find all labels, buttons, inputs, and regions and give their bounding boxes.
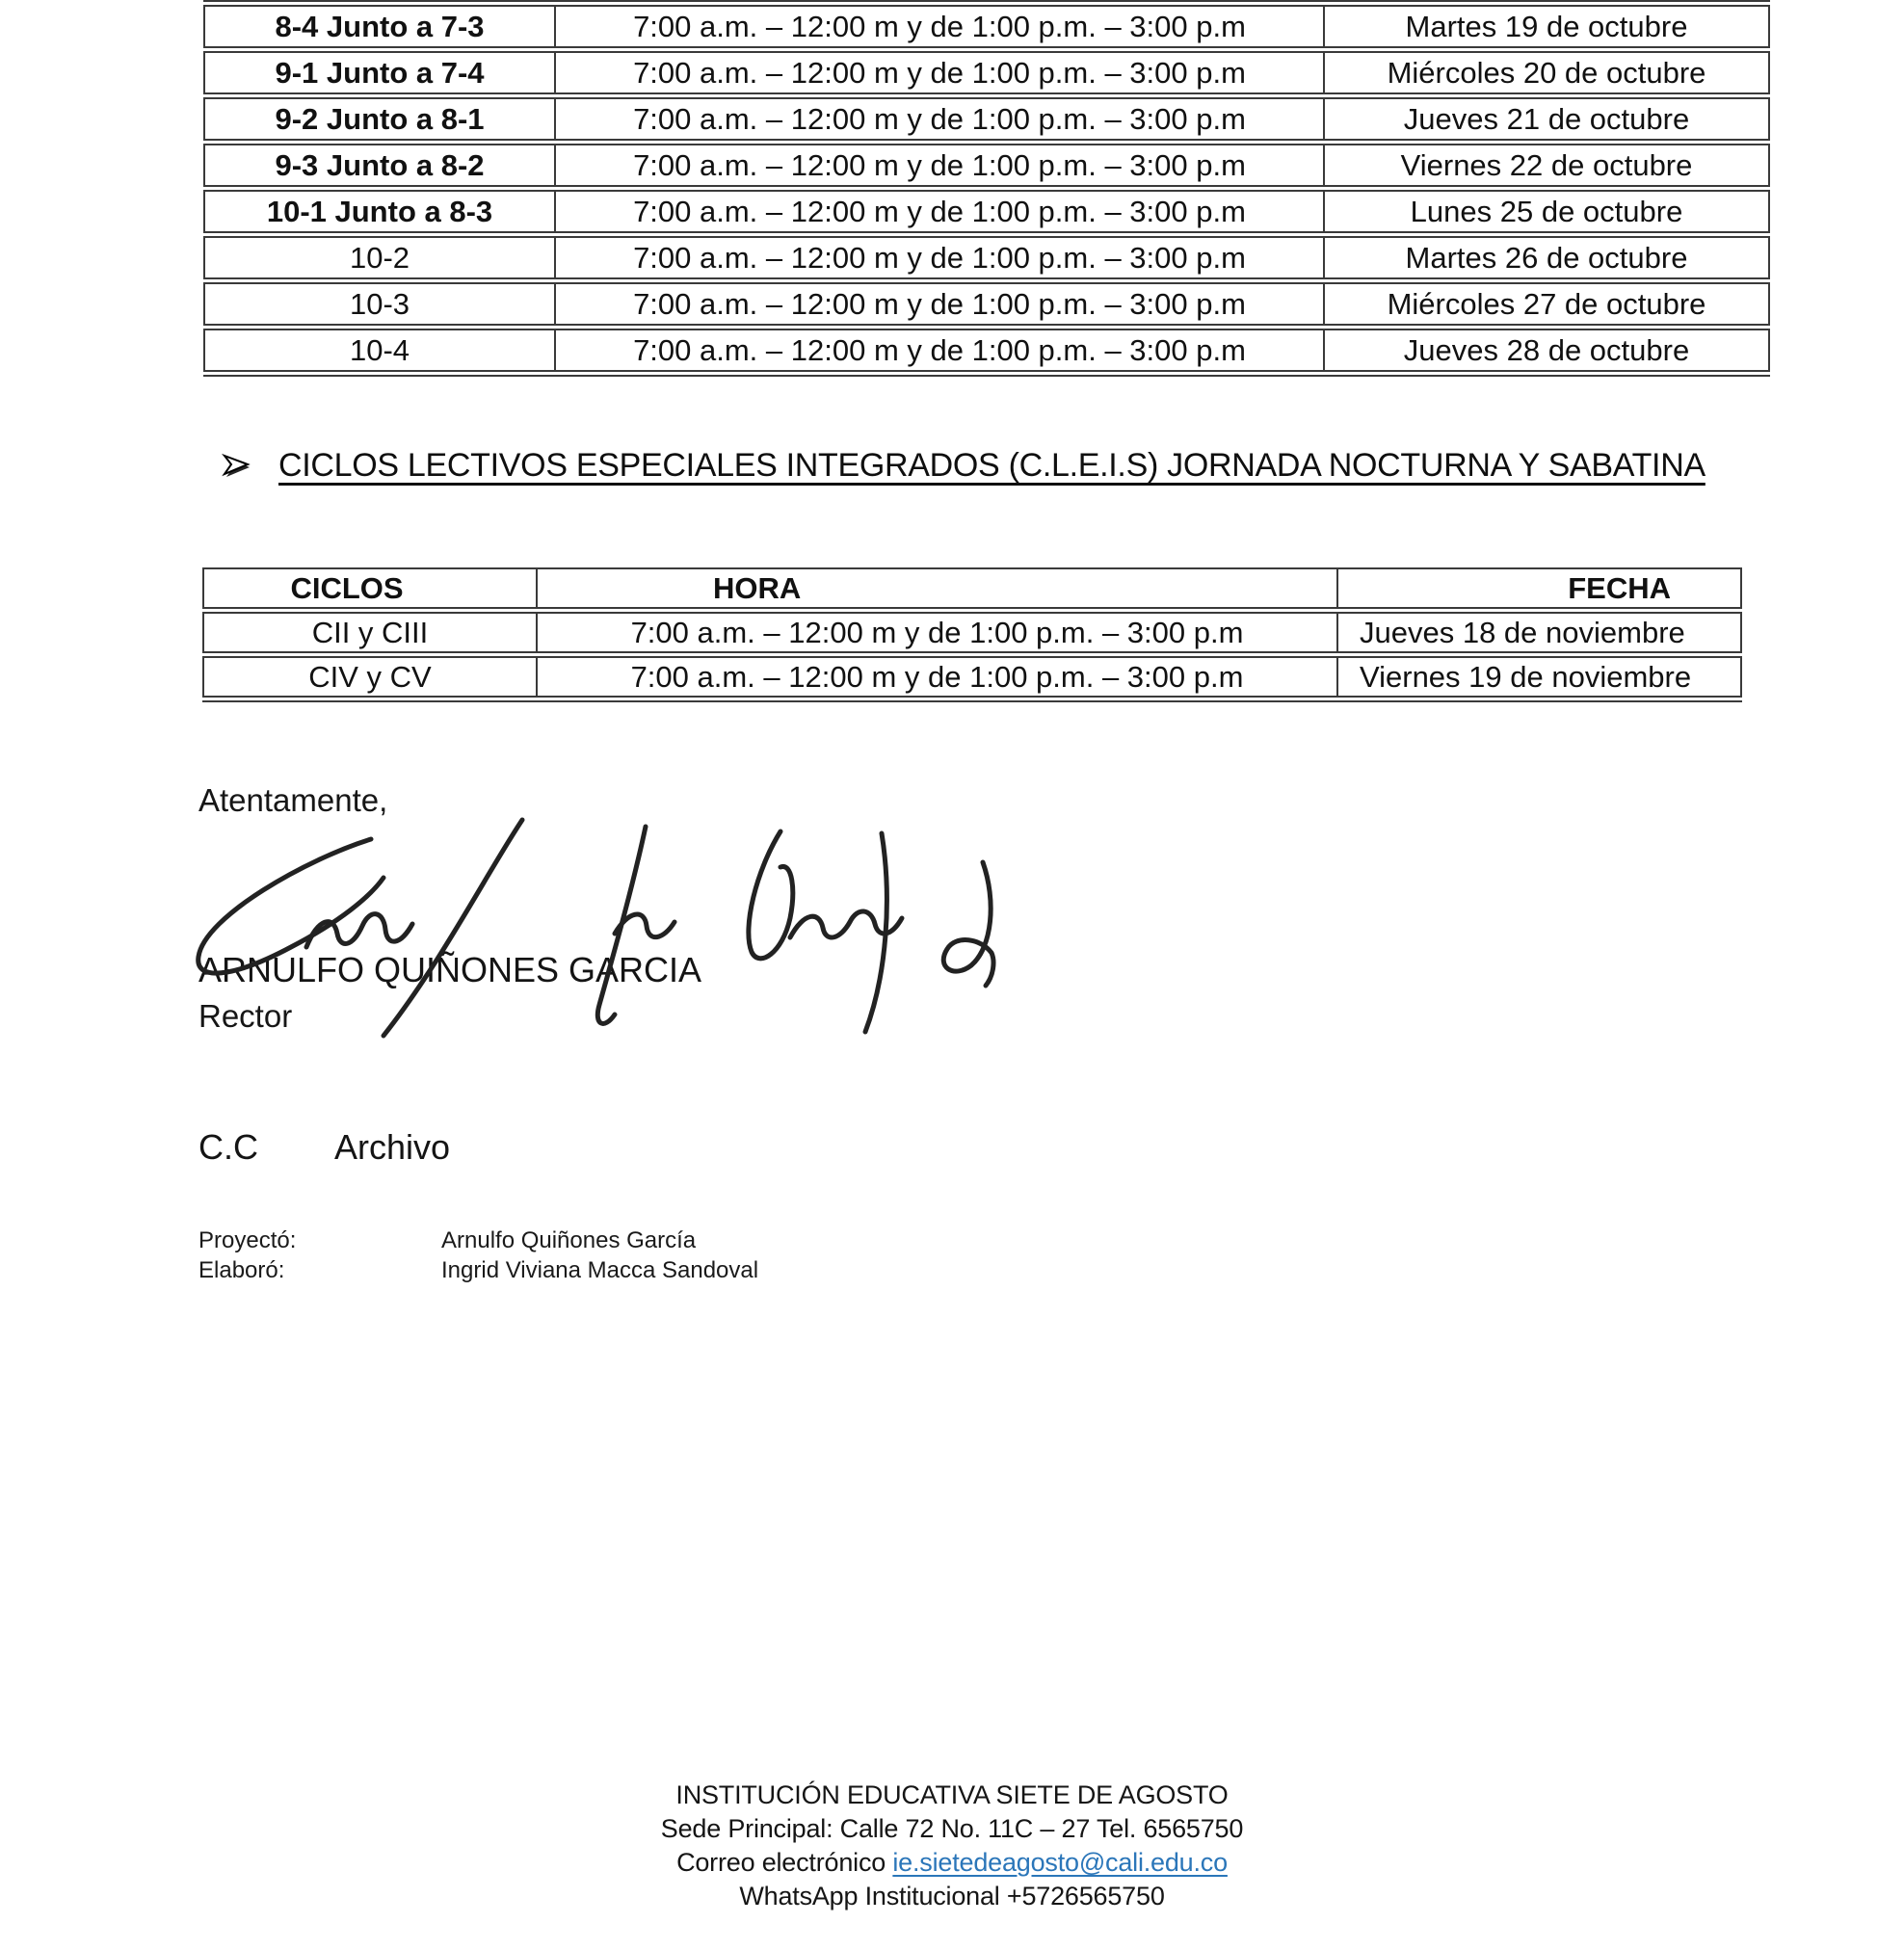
table-row	[203, 190, 1770, 233]
signer-name: ARNULFO QUIÑONES GARCIA	[198, 950, 702, 989]
cleis-schedule-table	[202, 567, 1742, 702]
credit-row	[198, 1255, 758, 1285]
fecha-cell: Miércoles 20 de octubre	[1387, 56, 1706, 90]
table-row	[203, 236, 1770, 279]
fecha-cell: Miércoles 27 de octubre	[1387, 287, 1706, 321]
section-heading-text: CICLOS LECTIVOS ESPECIALES INTEGRADOS (C.L.E.I.S) JORNADA NOCTURNA Y SABATINA	[278, 447, 1706, 484]
cc-value: Archivo	[334, 1127, 451, 1167]
group-cell: 10-4	[349, 333, 410, 367]
footer-email-prefix: Correo electrónico	[676, 1848, 893, 1877]
hora-cell: 7:00 a.m. – 12:00 m y de 1:00 p.m. – 3:00 p.m	[554, 192, 1325, 231]
footer-address: Sede Principal: Calle 72 No. 11C – 27 Tel. 6565750	[660, 1814, 1244, 1843]
section-heading	[221, 447, 1706, 485]
credit-label: Elaboró:	[198, 1257, 285, 1283]
credit-row	[198, 1225, 758, 1255]
credits-block	[198, 1225, 758, 1285]
hora-cell: 7:00 a.m. – 12:00 m y de 1:00 p.m. – 3:00 p.m	[554, 53, 1325, 92]
footer-institution-name: INSTITUCIÓN EDUCATIVA SIETE DE AGOSTO	[675, 1780, 1229, 1809]
hora-cell: 7:00 a.m. – 12:00 m y de 1:00 p.m. – 3:00 p.m	[554, 145, 1325, 185]
hora-cell: 7:00 a.m. – 12:00 m y de 1:00 p.m. – 3:00 p.m	[554, 99, 1325, 139]
table-row	[203, 5, 1770, 48]
ciclos-cell: CIV y CV	[308, 660, 432, 694]
fecha-cell: Lunes 25 de octubre	[1410, 195, 1683, 228]
cc-line	[198, 1127, 450, 1168]
email-link[interactable]: ie.sietedeagosto@cali.edu.co	[892, 1848, 1228, 1877]
group-cell: 9-1 Junto a 7-4	[275, 56, 485, 90]
hora-cell: 7:00 a.m. – 12:00 m y de 1:00 p.m. – 3:00 p.m	[554, 238, 1325, 277]
hora-cell: 7:00 a.m. – 12:00 m y de 1:00 p.m. – 3:00 p.m	[554, 284, 1325, 324]
group-cell: 9-2 Junto a 8-1	[275, 102, 485, 136]
hora-header-cell: HORA	[536, 569, 1338, 607]
group-cell: 9-3 Junto a 8-2	[275, 148, 485, 182]
table-row-cutoff	[203, 0, 1770, 2]
footer	[0, 1779, 1904, 1913]
table-row	[203, 97, 1770, 141]
group-cell: 10-3	[349, 287, 410, 321]
fecha-cell: Jueves 21 de octubre	[1403, 102, 1690, 136]
fecha-cell: Viernes 22 de octubre	[1400, 148, 1693, 182]
table-row	[203, 51, 1770, 94]
credit-value: Ingrid Viviana Macca Sandoval	[441, 1257, 759, 1283]
signer-title: Rector	[198, 998, 293, 1034]
fecha-cell: Jueves 28 de octubre	[1403, 333, 1690, 367]
group-cell: 10-2	[349, 241, 410, 275]
ciclos-header-cell: CICLOS	[290, 571, 404, 605]
table-row	[202, 656, 1742, 698]
fecha-header-cell: FECHA	[1568, 571, 1671, 605]
signature-image	[164, 803, 1079, 1063]
fecha-cell: Martes 19 de octubre	[1405, 10, 1688, 43]
group-cell: 10-1 Junto a 8-3	[266, 195, 493, 228]
table-row	[202, 612, 1742, 653]
table-row	[203, 144, 1770, 187]
hora-cell: 7:00 a.m. – 12:00 m y de 1:00 p.m. – 3:00 p.m	[536, 614, 1338, 651]
footer-email-line	[0, 1846, 1904, 1880]
closing-salutation: Atentamente,	[198, 782, 388, 818]
ciclos-cell: CII y CIII	[311, 616, 429, 649]
grade-schedule-table	[203, 0, 1770, 377]
hora-cell: 7:00 a.m. – 12:00 m y de 1:00 p.m. – 3:00 p.m	[554, 330, 1325, 370]
credit-value: Arnulfo Quiñones García	[441, 1227, 697, 1253]
fecha-cell: Viernes 19 de noviembre	[1360, 660, 1692, 694]
table-row	[203, 282, 1770, 326]
arrowhead-bullet-icon	[221, 451, 253, 482]
group-cell: 8-4 Junto a 7-3	[275, 10, 485, 43]
table-header-row	[202, 567, 1742, 609]
fecha-cell: Martes 26 de octubre	[1405, 241, 1688, 275]
hora-cell: 7:00 a.m. – 12:00 m y de 1:00 p.m. – 3:00 p.m	[554, 7, 1325, 46]
footer-whatsapp: WhatsApp Institucional +5726565750	[739, 1882, 1165, 1910]
credit-label: Proyectó:	[198, 1227, 297, 1253]
hora-cell: 7:00 a.m. – 12:00 m y de 1:00 p.m. – 3:00 p.m	[536, 658, 1338, 696]
table-row	[203, 329, 1770, 372]
fecha-cell: Jueves 18 de noviembre	[1360, 616, 1685, 649]
cc-label: C.C	[198, 1127, 258, 1167]
